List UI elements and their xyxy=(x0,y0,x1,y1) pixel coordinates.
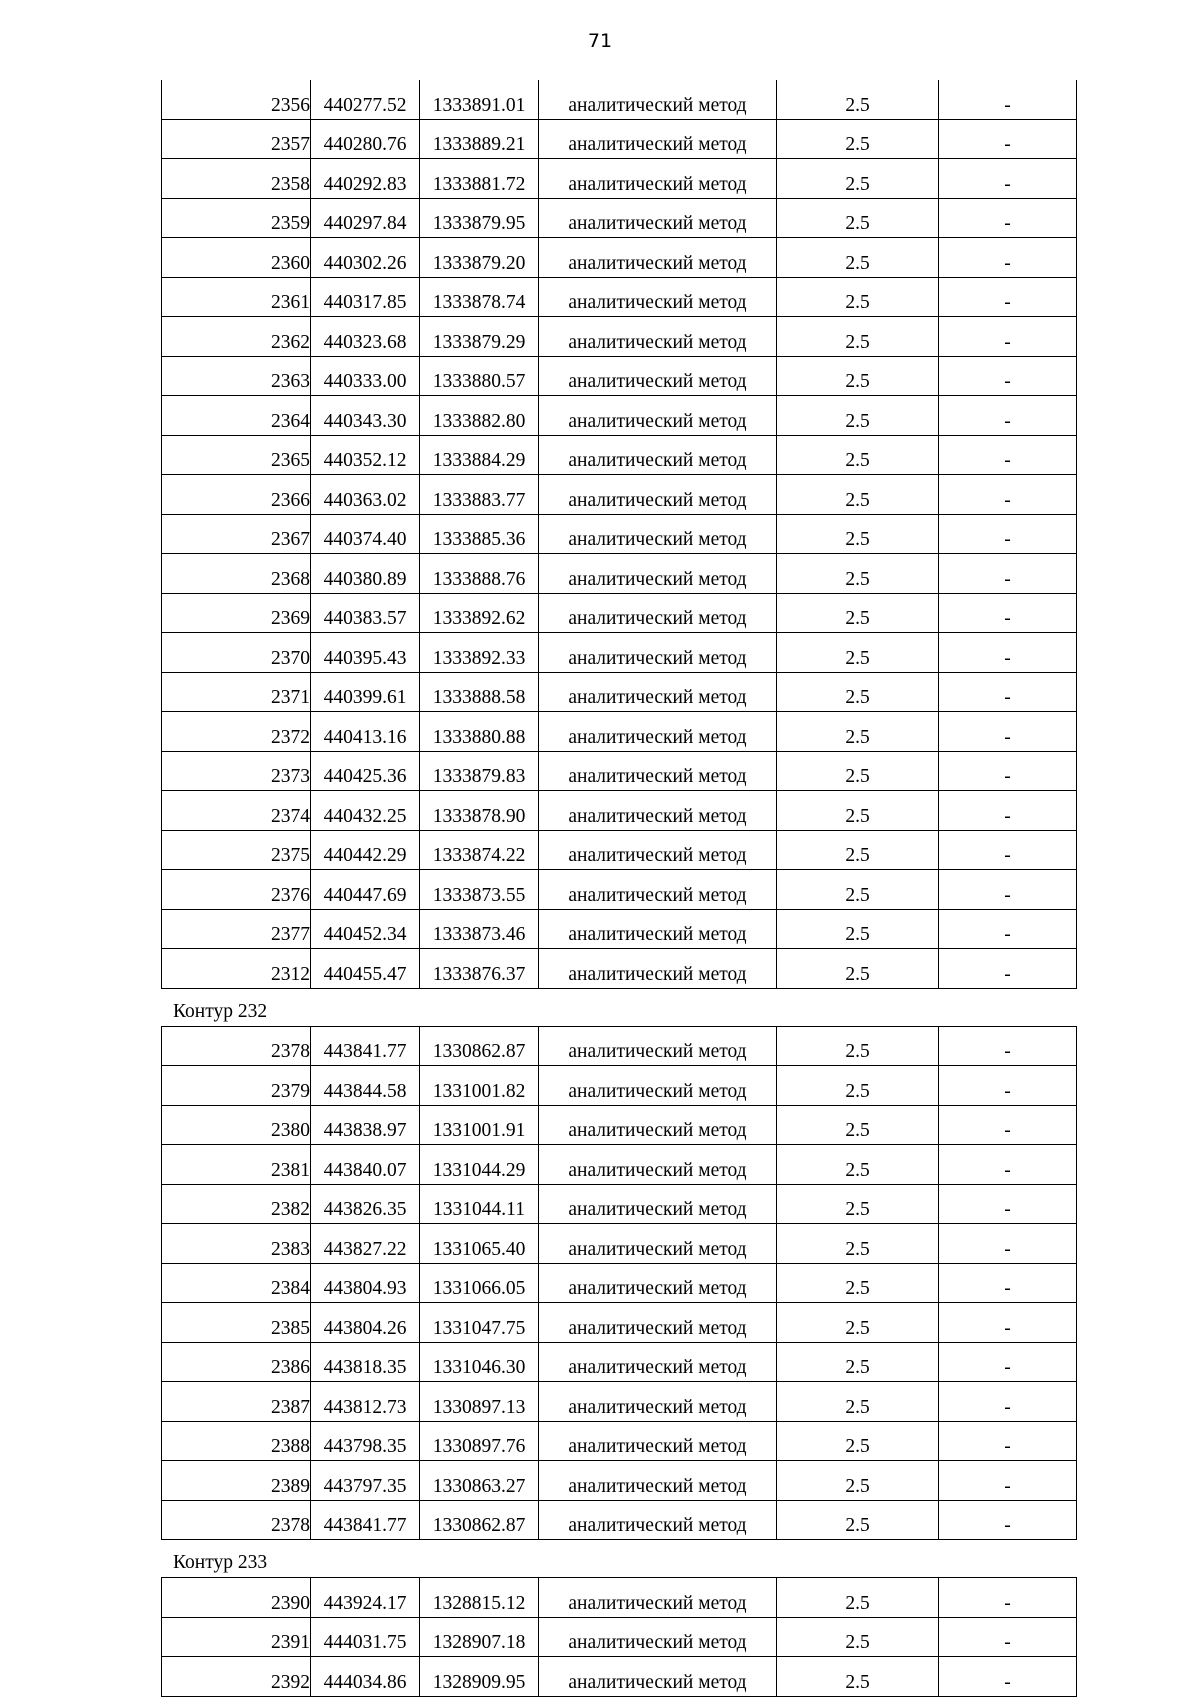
table-row xyxy=(162,1145,1077,1185)
method-cell: аналитический метод xyxy=(539,1184,777,1224)
point-number-cell: 2379 xyxy=(162,1066,311,1106)
accuracy-cell: 2.5 xyxy=(777,277,939,317)
note-cell: - xyxy=(939,198,1077,238)
y-coordinate-cell: 1333888.76 xyxy=(420,554,539,594)
point-number-cell: 2356 xyxy=(162,80,311,119)
method-cell: аналитический метод xyxy=(539,751,777,791)
method-cell: аналитический метод xyxy=(539,909,777,949)
table-row xyxy=(162,159,1077,199)
note-cell: - xyxy=(939,554,1077,594)
table-row xyxy=(162,1026,1077,1066)
table-row xyxy=(162,633,1077,673)
method-cell: аналитический метод xyxy=(539,1263,777,1303)
accuracy-cell: 2.5 xyxy=(777,1342,939,1382)
note-cell: - xyxy=(939,356,1077,396)
y-coordinate-cell: 1333880.57 xyxy=(420,356,539,396)
x-coordinate-cell: 440447.69 xyxy=(311,870,420,910)
point-number-cell: 2380 xyxy=(162,1105,311,1145)
table-row xyxy=(162,1461,1077,1501)
accuracy-cell: 2.5 xyxy=(777,751,939,791)
point-number-cell: 2391 xyxy=(162,1617,311,1657)
y-coordinate-cell: 1333879.29 xyxy=(420,317,539,357)
method-cell: аналитический метод xyxy=(539,356,777,396)
x-coordinate-cell: 443798.35 xyxy=(311,1421,420,1461)
y-coordinate-cell: 1330863.27 xyxy=(420,1461,539,1501)
note-cell: - xyxy=(939,1184,1077,1224)
point-number-cell: 2367 xyxy=(162,514,311,554)
x-coordinate-cell: 440323.68 xyxy=(311,317,420,357)
coordinates-table-continued xyxy=(161,80,1077,989)
table-row xyxy=(162,712,1077,752)
method-cell: аналитический метод xyxy=(539,1461,777,1501)
section-title-contour-232: Контур 232 xyxy=(173,1000,268,1022)
x-coordinate-cell: 440302.26 xyxy=(311,238,420,278)
accuracy-cell: 2.5 xyxy=(777,1303,939,1343)
table-row xyxy=(162,396,1077,436)
note-cell: - xyxy=(939,949,1077,989)
accuracy-cell: 2.5 xyxy=(777,1026,939,1066)
note-cell: - xyxy=(939,514,1077,554)
x-coordinate-cell: 440413.16 xyxy=(311,712,420,752)
table-row xyxy=(162,672,1077,712)
method-cell: аналитический метод xyxy=(539,1657,777,1697)
note-cell: - xyxy=(939,396,1077,436)
y-coordinate-cell: 1328815.12 xyxy=(420,1578,539,1618)
note-cell: - xyxy=(939,238,1077,278)
accuracy-cell: 2.5 xyxy=(777,949,939,989)
method-cell: аналитический метод xyxy=(539,1342,777,1382)
method-cell: аналитический метод xyxy=(539,514,777,554)
x-coordinate-cell: 443924.17 xyxy=(311,1578,420,1618)
y-coordinate-cell: 1330862.87 xyxy=(420,1500,539,1540)
table-row xyxy=(162,475,1077,515)
accuracy-cell: 2.5 xyxy=(777,198,939,238)
point-number-cell: 2368 xyxy=(162,554,311,594)
note-cell: - xyxy=(939,1578,1077,1618)
method-cell: аналитический метод xyxy=(539,475,777,515)
x-coordinate-cell: 443826.35 xyxy=(311,1184,420,1224)
method-cell: аналитический метод xyxy=(539,198,777,238)
x-coordinate-cell: 443804.93 xyxy=(311,1263,420,1303)
y-coordinate-cell: 1333874.22 xyxy=(420,830,539,870)
method-cell: аналитический метод xyxy=(539,238,777,278)
x-coordinate-cell: 440455.47 xyxy=(311,949,420,989)
x-coordinate-cell: 443804.26 xyxy=(311,1303,420,1343)
accuracy-cell: 2.5 xyxy=(777,1657,939,1697)
note-cell: - xyxy=(939,1382,1077,1422)
method-cell: аналитический метод xyxy=(539,1382,777,1422)
y-coordinate-cell: 1331065.40 xyxy=(420,1224,539,1264)
accuracy-cell: 2.5 xyxy=(777,396,939,436)
x-coordinate-cell: 440399.61 xyxy=(311,672,420,712)
point-number-cell: 2382 xyxy=(162,1184,311,1224)
section-title-contour-233: Контур 233 xyxy=(173,1552,268,1573)
x-coordinate-cell: 440383.57 xyxy=(311,593,420,633)
y-coordinate-cell: 1333878.74 xyxy=(420,277,539,317)
method-cell: аналитический метод xyxy=(539,317,777,357)
table-row xyxy=(162,1500,1077,1540)
table-row xyxy=(162,870,1077,910)
method-cell: аналитический метод xyxy=(539,1617,777,1657)
note-cell: - xyxy=(939,751,1077,791)
point-number-cell: 2373 xyxy=(162,751,311,791)
x-coordinate-cell: 443812.73 xyxy=(311,1382,420,1422)
table-row xyxy=(162,1184,1077,1224)
accuracy-cell: 2.5 xyxy=(777,317,939,357)
point-number-cell: 2384 xyxy=(162,1263,311,1303)
method-cell: аналитический метод xyxy=(539,1145,777,1185)
table-row xyxy=(162,1657,1077,1697)
table-row xyxy=(162,830,1077,870)
table-row xyxy=(162,435,1077,475)
accuracy-cell: 2.5 xyxy=(777,593,939,633)
note-cell: - xyxy=(939,870,1077,910)
method-cell: аналитический метод xyxy=(539,1421,777,1461)
table-row xyxy=(162,80,1077,119)
point-number-cell: 2365 xyxy=(162,435,311,475)
point-number-cell: 2369 xyxy=(162,593,311,633)
table-row xyxy=(162,1224,1077,1264)
accuracy-cell: 2.5 xyxy=(777,830,939,870)
table-row xyxy=(162,198,1077,238)
point-number-cell: 2359 xyxy=(162,198,311,238)
note-cell: - xyxy=(939,1657,1077,1697)
x-coordinate-cell: 440395.43 xyxy=(311,633,420,673)
point-number-cell: 2312 xyxy=(162,949,311,989)
point-number-cell: 2374 xyxy=(162,791,311,831)
note-cell: - xyxy=(939,1303,1077,1343)
point-number-cell: 2381 xyxy=(162,1145,311,1185)
point-number-cell: 2362 xyxy=(162,317,311,357)
note-cell: - xyxy=(939,909,1077,949)
y-coordinate-cell: 1331047.75 xyxy=(420,1303,539,1343)
y-coordinate-cell: 1333879.95 xyxy=(420,198,539,238)
accuracy-cell: 2.5 xyxy=(777,1184,939,1224)
table-row xyxy=(162,1105,1077,1145)
point-number-cell: 2375 xyxy=(162,830,311,870)
note-cell: - xyxy=(939,119,1077,159)
point-number-cell: 2377 xyxy=(162,909,311,949)
table-row xyxy=(162,277,1077,317)
method-cell: аналитический метод xyxy=(539,870,777,910)
x-coordinate-cell: 440292.83 xyxy=(311,159,420,199)
table-row xyxy=(162,317,1077,357)
note-cell: - xyxy=(939,1105,1077,1145)
method-cell: аналитический метод xyxy=(539,80,777,119)
note-cell: - xyxy=(939,277,1077,317)
y-coordinate-cell: 1333882.80 xyxy=(420,396,539,436)
y-coordinate-cell: 1333888.58 xyxy=(420,672,539,712)
method-cell: аналитический метод xyxy=(539,396,777,436)
point-number-cell: 2361 xyxy=(162,277,311,317)
accuracy-cell: 2.5 xyxy=(777,119,939,159)
table-row xyxy=(162,593,1077,633)
method-cell: аналитический метод xyxy=(539,159,777,199)
table-row xyxy=(162,514,1077,554)
x-coordinate-cell: 443838.97 xyxy=(311,1105,420,1145)
note-cell: - xyxy=(939,633,1077,673)
accuracy-cell: 2.5 xyxy=(777,514,939,554)
note-cell: - xyxy=(939,475,1077,515)
x-coordinate-cell: 440343.30 xyxy=(311,396,420,436)
method-cell: аналитический метод xyxy=(539,712,777,752)
point-number-cell: 2360 xyxy=(162,238,311,278)
accuracy-cell: 2.5 xyxy=(777,1382,939,1422)
point-number-cell: 2383 xyxy=(162,1224,311,1264)
accuracy-cell: 2.5 xyxy=(777,791,939,831)
method-cell: аналитический метод xyxy=(539,554,777,594)
table-row xyxy=(162,751,1077,791)
accuracy-cell: 2.5 xyxy=(777,1263,939,1303)
y-coordinate-cell: 1333873.55 xyxy=(420,870,539,910)
y-coordinate-cell: 1333880.88 xyxy=(420,712,539,752)
y-coordinate-cell: 1328907.18 xyxy=(420,1617,539,1657)
table-row xyxy=(162,1066,1077,1106)
y-coordinate-cell: 1333879.83 xyxy=(420,751,539,791)
note-cell: - xyxy=(939,1263,1077,1303)
note-cell: - xyxy=(939,1026,1077,1066)
y-coordinate-cell: 1333884.29 xyxy=(420,435,539,475)
note-cell: - xyxy=(939,791,1077,831)
note-cell: - xyxy=(939,672,1077,712)
note-cell: - xyxy=(939,80,1077,119)
note-cell: - xyxy=(939,159,1077,199)
accuracy-cell: 2.5 xyxy=(777,554,939,594)
point-number-cell: 2370 xyxy=(162,633,311,673)
method-cell: аналитический метод xyxy=(539,593,777,633)
x-coordinate-cell: 440277.52 xyxy=(311,80,420,119)
point-number-cell: 2363 xyxy=(162,356,311,396)
method-cell: аналитический метод xyxy=(539,1026,777,1066)
coordinates-table-contour-233 xyxy=(161,1577,1077,1697)
point-number-cell: 2357 xyxy=(162,119,311,159)
method-cell: аналитический метод xyxy=(539,830,777,870)
table-row xyxy=(162,554,1077,594)
accuracy-cell: 2.5 xyxy=(777,1224,939,1264)
accuracy-cell: 2.5 xyxy=(777,1066,939,1106)
table-row xyxy=(162,1421,1077,1461)
accuracy-cell: 2.5 xyxy=(777,1145,939,1185)
accuracy-cell: 2.5 xyxy=(777,238,939,278)
x-coordinate-cell: 440452.34 xyxy=(311,909,420,949)
y-coordinate-cell: 1333891.01 xyxy=(420,80,539,119)
accuracy-cell: 2.5 xyxy=(777,909,939,949)
table-row xyxy=(162,356,1077,396)
point-number-cell: 2392 xyxy=(162,1657,311,1697)
note-cell: - xyxy=(939,1617,1077,1657)
point-number-cell: 2389 xyxy=(162,1461,311,1501)
table-row xyxy=(162,909,1077,949)
point-number-cell: 2388 xyxy=(162,1421,311,1461)
note-cell: - xyxy=(939,712,1077,752)
y-coordinate-cell: 1333881.72 xyxy=(420,159,539,199)
method-cell: аналитический метод xyxy=(539,1578,777,1618)
page-number: 71 xyxy=(587,30,613,52)
note-cell: - xyxy=(939,1066,1077,1106)
method-cell: аналитический метод xyxy=(539,949,777,989)
point-number-cell: 2378 xyxy=(162,1026,311,1066)
x-coordinate-cell: 440280.76 xyxy=(311,119,420,159)
y-coordinate-cell: 1333879.20 xyxy=(420,238,539,278)
y-coordinate-cell: 1331046.30 xyxy=(420,1342,539,1382)
table-row xyxy=(162,791,1077,831)
method-cell: аналитический метод xyxy=(539,672,777,712)
x-coordinate-cell: 443844.58 xyxy=(311,1066,420,1106)
accuracy-cell: 2.5 xyxy=(777,475,939,515)
x-coordinate-cell: 440380.89 xyxy=(311,554,420,594)
table-row xyxy=(162,1617,1077,1657)
point-number-cell: 2364 xyxy=(162,396,311,436)
x-coordinate-cell: 443827.22 xyxy=(311,1224,420,1264)
accuracy-cell: 2.5 xyxy=(777,159,939,199)
method-cell: аналитический метод xyxy=(539,1303,777,1343)
x-coordinate-cell: 440317.85 xyxy=(311,277,420,317)
point-number-cell: 2387 xyxy=(162,1382,311,1422)
y-coordinate-cell: 1333878.90 xyxy=(420,791,539,831)
accuracy-cell: 2.5 xyxy=(777,1421,939,1461)
x-coordinate-cell: 440374.40 xyxy=(311,514,420,554)
x-coordinate-cell: 440425.36 xyxy=(311,751,420,791)
note-cell: - xyxy=(939,317,1077,357)
point-number-cell: 2358 xyxy=(162,159,311,199)
x-coordinate-cell: 440363.02 xyxy=(311,475,420,515)
note-cell: - xyxy=(939,1224,1077,1264)
accuracy-cell: 2.5 xyxy=(777,712,939,752)
method-cell: аналитический метод xyxy=(539,1500,777,1540)
document-body xyxy=(161,80,1077,1697)
y-coordinate-cell: 1333873.46 xyxy=(420,909,539,949)
accuracy-cell: 2.5 xyxy=(777,356,939,396)
accuracy-cell: 2.5 xyxy=(777,633,939,673)
y-coordinate-cell: 1333892.62 xyxy=(420,593,539,633)
x-coordinate-cell: 440432.25 xyxy=(311,791,420,831)
note-cell: - xyxy=(939,1461,1077,1501)
x-coordinate-cell: 440297.84 xyxy=(311,198,420,238)
y-coordinate-cell: 1330862.87 xyxy=(420,1026,539,1066)
table-row xyxy=(162,1303,1077,1343)
x-coordinate-cell: 443818.35 xyxy=(311,1342,420,1382)
y-coordinate-cell: 1331044.11 xyxy=(420,1184,539,1224)
y-coordinate-cell: 1331066.05 xyxy=(420,1263,539,1303)
x-coordinate-cell: 440333.00 xyxy=(311,356,420,396)
table-row xyxy=(162,1578,1077,1618)
method-cell: аналитический метод xyxy=(539,791,777,831)
point-number-cell: 2372 xyxy=(162,712,311,752)
note-cell: - xyxy=(939,830,1077,870)
point-number-cell: 2378 xyxy=(162,1500,311,1540)
y-coordinate-cell: 1331044.29 xyxy=(420,1145,539,1185)
accuracy-cell: 2.5 xyxy=(777,870,939,910)
accuracy-cell: 2.5 xyxy=(777,1617,939,1657)
point-number-cell: 2376 xyxy=(162,870,311,910)
point-number-cell: 2385 xyxy=(162,1303,311,1343)
method-cell: аналитический метод xyxy=(539,1224,777,1264)
y-coordinate-cell: 1333892.33 xyxy=(420,633,539,673)
table-row xyxy=(162,1342,1077,1382)
method-cell: аналитический метод xyxy=(539,119,777,159)
accuracy-cell: 2.5 xyxy=(777,80,939,119)
note-cell: - xyxy=(939,1145,1077,1185)
table-row xyxy=(162,238,1077,278)
y-coordinate-cell: 1333889.21 xyxy=(420,119,539,159)
point-number-cell: 2366 xyxy=(162,475,311,515)
x-coordinate-cell: 443841.77 xyxy=(311,1026,420,1066)
method-cell: аналитический метод xyxy=(539,1066,777,1106)
table-row xyxy=(162,1382,1077,1422)
accuracy-cell: 2.5 xyxy=(777,435,939,475)
note-cell: - xyxy=(939,593,1077,633)
y-coordinate-cell: 1330897.13 xyxy=(420,1382,539,1422)
method-cell: аналитический метод xyxy=(539,1105,777,1145)
accuracy-cell: 2.5 xyxy=(777,1578,939,1618)
coordinates-table-contour-232 xyxy=(161,1026,1077,1541)
x-coordinate-cell: 440352.12 xyxy=(311,435,420,475)
y-coordinate-cell: 1331001.91 xyxy=(420,1105,539,1145)
x-coordinate-cell: 443797.35 xyxy=(311,1461,420,1501)
accuracy-cell: 2.5 xyxy=(777,672,939,712)
method-cell: аналитический метод xyxy=(539,277,777,317)
note-cell: - xyxy=(939,435,1077,475)
table-row xyxy=(162,949,1077,989)
method-cell: аналитический метод xyxy=(539,633,777,673)
note-cell: - xyxy=(939,1421,1077,1461)
x-coordinate-cell: 444034.86 xyxy=(311,1657,420,1697)
table-row xyxy=(162,1263,1077,1303)
x-coordinate-cell: 444031.75 xyxy=(311,1617,420,1657)
note-cell: - xyxy=(939,1342,1077,1382)
y-coordinate-cell: 1328909.95 xyxy=(420,1657,539,1697)
x-coordinate-cell: 443841.77 xyxy=(311,1500,420,1540)
y-coordinate-cell: 1333885.36 xyxy=(420,514,539,554)
y-coordinate-cell: 1330897.76 xyxy=(420,1421,539,1461)
point-number-cell: 2390 xyxy=(162,1578,311,1618)
point-number-cell: 2371 xyxy=(162,672,311,712)
y-coordinate-cell: 1333883.77 xyxy=(420,475,539,515)
accuracy-cell: 2.5 xyxy=(777,1105,939,1145)
accuracy-cell: 2.5 xyxy=(777,1500,939,1540)
point-number-cell: 2386 xyxy=(162,1342,311,1382)
y-coordinate-cell: 1331001.82 xyxy=(420,1066,539,1106)
y-coordinate-cell: 1333876.37 xyxy=(420,949,539,989)
note-cell: - xyxy=(939,1500,1077,1540)
x-coordinate-cell: 440442.29 xyxy=(311,830,420,870)
accuracy-cell: 2.5 xyxy=(777,1461,939,1501)
table-row xyxy=(162,119,1077,159)
method-cell: аналитический метод xyxy=(539,435,777,475)
x-coordinate-cell: 443840.07 xyxy=(311,1145,420,1185)
